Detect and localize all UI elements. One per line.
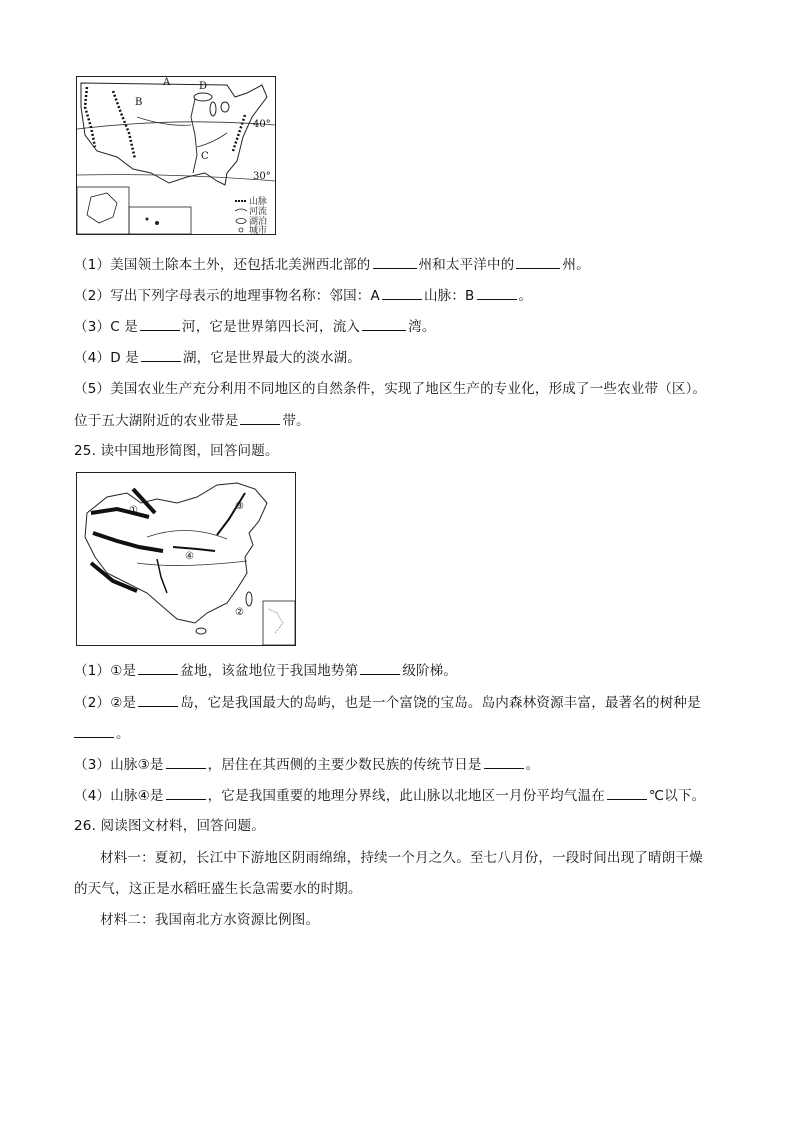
- q25-s4b: ，它是我国重要的地理分界线，此山脉以北地区一月份平均气温在: [207, 788, 605, 804]
- map-label-2: ②: [235, 607, 244, 618]
- answer-blank[interactable]: [373, 254, 417, 269]
- usa-outline: [81, 83, 267, 185]
- usa-map-svg: [77, 77, 275, 234]
- q24-s1a: （1）美国领土除本土外，还包括北美洲西北部的: [74, 257, 371, 273]
- answer-blank[interactable]: [141, 347, 181, 362]
- answer-blank[interactable]: [140, 316, 180, 331]
- map-label-3: ③: [235, 501, 244, 512]
- q24-s1c: 州。: [562, 257, 590, 273]
- q24-s4a: （4）D 是: [74, 350, 139, 366]
- missouri-river: [137, 117, 191, 125]
- q26-material1-line1: 材料一：夏初，长江中下游地区阴雨绵绵，持续一个月之久。至七八月份，一段时间出现了晴朗干燥: [100, 850, 703, 866]
- q26-title: 26. 阅读图文材料，回答问题。: [74, 818, 265, 834]
- q24-s3c: 湾。: [408, 319, 436, 335]
- label-c: C: [201, 151, 209, 162]
- south-sea-islands: [269, 609, 283, 633]
- answer-blank[interactable]: [74, 723, 114, 738]
- western-mountains: [85, 87, 95, 147]
- yellow-river: [147, 530, 227, 539]
- legend-lake: 湖泊: [249, 217, 268, 227]
- q24-part3: [74, 316, 436, 337]
- hainan-island: [196, 628, 206, 634]
- south-sea-inset: [263, 601, 295, 645]
- kunlun-range: [93, 533, 163, 551]
- mississippi-river: [191, 99, 197, 173]
- q25-s1b: 盆地，该盆地位于我国地势第: [180, 663, 359, 679]
- q24-s1b: 州和太平洋中的: [418, 257, 515, 273]
- taiwan-island: [246, 592, 252, 606]
- label-lat40: 40°: [253, 119, 271, 130]
- q25-part3: [74, 754, 539, 775]
- label-d: D: [199, 81, 208, 92]
- q25-s3c: 。: [525, 757, 540, 773]
- label-lat30: 30°: [253, 171, 271, 182]
- q26-material2: 材料二：我国南北方水资源比例图。: [100, 912, 320, 928]
- lake-huron: [221, 102, 229, 112]
- range-3: [217, 493, 245, 535]
- q24-part5-line1: [74, 379, 706, 399]
- answer-blank[interactable]: [607, 785, 647, 800]
- q24-s3a: （3）C 是: [74, 319, 139, 335]
- alaska-outline: [87, 193, 117, 223]
- q25-s3a: （3）山脉③是: [74, 757, 164, 773]
- q25-part4: [74, 785, 705, 806]
- q24-part4: [74, 347, 361, 368]
- q25-title: 25. 读中国地形简图，回答问题。: [74, 443, 279, 459]
- china-map-figure: [76, 472, 296, 646]
- lake-michigan: [210, 102, 216, 116]
- latitude-30-line: [77, 175, 275, 181]
- lake-superior: [194, 93, 212, 101]
- map-legend: [235, 195, 267, 234]
- q25-s1c: 级阶梯。: [402, 663, 458, 679]
- qinling-range: [173, 547, 215, 551]
- q25-s4a: （4）山脉④是: [74, 788, 164, 804]
- q26-material1-line2: 的天气，这正是水稻旺盛生长急需要水的时期。: [74, 881, 362, 897]
- q24-s3b: 河，它是世界第四长河，流入: [182, 319, 361, 335]
- hawaii-inset: [129, 207, 191, 234]
- answer-blank[interactable]: [138, 692, 178, 707]
- legend-river: 河流: [249, 207, 268, 217]
- answer-blank[interactable]: [138, 660, 178, 675]
- hengduan-range: [157, 559, 167, 593]
- q25-s2c: 。: [116, 726, 130, 742]
- answer-blank[interactable]: [516, 254, 560, 269]
- tianshan-range: [91, 509, 149, 517]
- q25-s4c: ℃以下。: [648, 788, 706, 804]
- map-label-4: ④: [185, 551, 194, 562]
- answer-blank[interactable]: [362, 316, 406, 331]
- answer-blank[interactable]: [477, 285, 517, 300]
- q24-part1: [74, 254, 590, 275]
- hawaii-island-2: [155, 221, 159, 225]
- q25-part2-line1: [74, 692, 701, 713]
- q25-s2a: （2）②是: [74, 695, 137, 711]
- hawaii-island: [146, 218, 149, 221]
- q25-s3b: ，居住在其西侧的主要少数民族的传统节日是: [207, 757, 482, 773]
- q25-part2-line2: [74, 723, 130, 744]
- q25-part1: [74, 660, 457, 681]
- answer-blank[interactable]: [382, 285, 422, 300]
- q24-part2: [74, 285, 532, 306]
- q24-s2c: 。: [518, 288, 533, 304]
- answer-blank[interactable]: [240, 410, 280, 425]
- legend-mountain: 山脉: [249, 197, 268, 207]
- ohio-river: [197, 133, 227, 147]
- q24-part5-line2: [74, 410, 310, 431]
- appalachian-mountains: [233, 115, 245, 151]
- q24-s2a: （2）写出下列字母表示的地理事物名称：邻国：A: [74, 288, 380, 304]
- q24-s4b: 湖，它是世界最大的淡水湖。: [182, 350, 362, 366]
- q24-s2b: 山脉：B: [423, 288, 475, 304]
- map-label-1: ①: [129, 505, 138, 516]
- label-a: A: [163, 77, 171, 88]
- legend-city: 城市: [249, 226, 268, 234]
- q25-s1a: （1）①是: [74, 663, 137, 679]
- q24-s5b: 位于五大湖附近的农业带是: [74, 413, 239, 429]
- label-b: B: [135, 97, 143, 108]
- answer-blank[interactable]: [166, 785, 206, 800]
- china-map-svg: [77, 473, 295, 645]
- q24-s5a: （5）美国农业生产充分利用不同地区的自然条件，实现了地区生产的专业化，形成了一些农业带（区）。: [74, 381, 707, 397]
- answer-blank[interactable]: [360, 660, 400, 675]
- answer-blank[interactable]: [166, 754, 206, 769]
- q25-s2b: 岛，它是我国最大的岛屿，也是一个富饶的宝岛。岛内森林资源丰富，最著名的树种是: [180, 695, 701, 711]
- q24-s5c: 带。: [282, 413, 310, 429]
- answer-blank[interactable]: [484, 754, 524, 769]
- usa-map-figure: [76, 76, 276, 235]
